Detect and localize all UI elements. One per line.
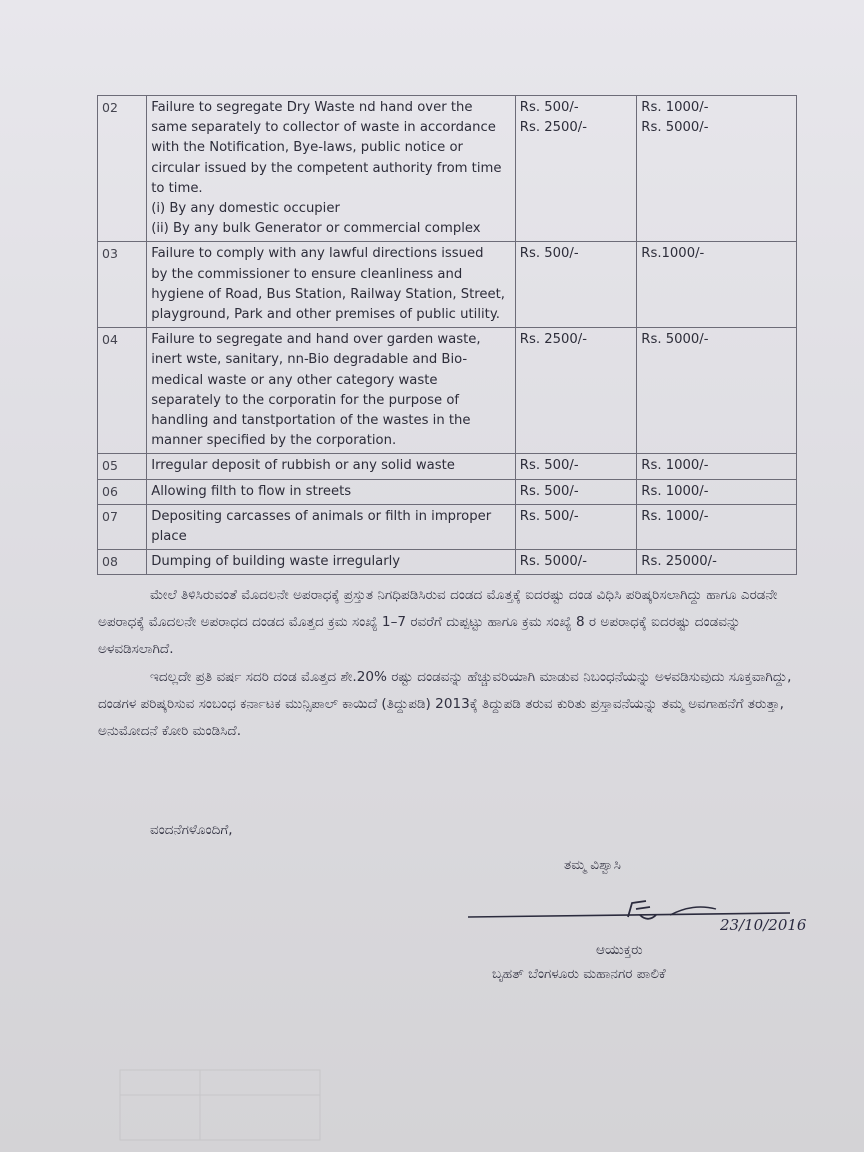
second-offence-fine	[637, 479, 797, 504]
desc-line: Failure to segregate Dry Waste nd hand over the	[151, 100, 473, 115]
fine-value: Rs. 25000/-	[641, 554, 717, 570]
paragraph-annual-increase: ಇದಲ್ಲದೇ ಪ್ರತಿ ವರ್ಷ ಸದರಿ ದಂಡ ಮೊತ್ತದ ಶೇ.20% ರಷ್ಟು ದಂಡವನ್ನು ಹೆಚ್ಚುವರಿಯಾಗಿ ಮಾಡುವ ನಿಬಂಧನೆಯನ್ನು ಅಳವಡಿಸುವುದು ಸೂಕ್ತವಾಗಿದ್ದು, ದಂಡಗಳ ಪರಿಷ್ಕರಿಸುವ ಸಂಬಂಧ ಕರ್ನಾಟಕ ಮುನ್ಸಿಪಾಲ್ ಕಾಯಿದೆ (ತಿದ್ದುಪಡಿ) 2013ಕ್ಕೆ ತಿದ್ದುಪಡಿ ತರುವ ಕುರಿತು ಪ್ರಸ್ತಾವನೆಯನ್ನು ತಮ್ಮ ಅವಗಾಹನೆಗೆ ತರುತ್ತಾ, ಅನುಮೋದನೆ ಕೋರಿ ಮಂಡಿಸಿದೆ.	[98, 668, 792, 740]
table-row	[98, 328, 797, 454]
second-offence-fine	[637, 328, 797, 454]
fine-value: Rs. 500/-	[519, 458, 579, 474]
serial-number: 06	[98, 479, 147, 504]
table-row	[98, 504, 797, 549]
offence-description	[147, 96, 516, 242]
desc-line: handling and tanstportation of the wastes in the	[151, 413, 471, 429]
fines-table	[97, 95, 797, 575]
desc-line: with the Notification, Bye-laws, public notice or	[151, 140, 463, 156]
yours-faithfully: ತಮ್ಮ ವಿಶ್ವಾಸಿ	[564, 857, 621, 873]
desc-line: Irregular deposit of rubbish or any solid waste	[151, 458, 455, 474]
second-offence-fine	[637, 454, 797, 479]
serial-number: 04	[98, 328, 147, 454]
desc-line: playground, Park and other premises of public utility.	[151, 307, 500, 323]
fine-value: Rs. 1000/-	[641, 483, 709, 499]
office-name: ಬೃಹತ್ ಬೆಂಗಳೂರು ಮಹಾನಗರ ಪಾಲಿಕೆ	[492, 966, 666, 982]
second-offence-fine	[637, 96, 797, 242]
offence-description	[147, 454, 516, 479]
desc-line: hygiene of Road, Bus Station, Railway Station, Street,	[151, 286, 505, 302]
first-offence-fine	[515, 328, 637, 454]
offence-description	[147, 504, 516, 549]
second-offence-fine	[637, 550, 797, 575]
fine-value: Rs. 500/-	[519, 100, 579, 115]
fine-value: Rs. 1000/-	[641, 458, 709, 474]
body-text	[0, 582, 864, 745]
first-offence-fine	[515, 242, 637, 328]
fine-value: Rs. 2500/-	[519, 332, 587, 348]
table-row	[98, 242, 797, 328]
table-row	[98, 479, 797, 504]
table-row	[98, 454, 797, 479]
second-offence-fine	[637, 504, 797, 549]
serial-number: 03	[98, 242, 147, 328]
table-row	[98, 96, 797, 242]
first-offence-fine	[515, 504, 637, 549]
paragraph-fine-revision: ಮೇಲೆ ತಿಳಿಸಿರುವಂತೆ ಮೊದಲನೇ ಅಪರಾಧಕ್ಕೆ ಪ್ರಸ್ತುತ ನಿಗಧಿಪಡಿಸಿರುವ ದಂಡದ ಮೊತ್ತಕ್ಕೆ ಐದರಷ್ಟು ದಂಡ ವಿಧಿಸಿ ಪರಿಷ್ಕರಿಸಲಾಗಿದ್ದು ಹಾಗೂ ಎರಡನೇ ಅಪರಾಧಕ್ಕೆ ಮೊದಲನೇ ಅಪರಾಧದ ದಂಡದ ಮೊತ್ತದ ಕ್ರಮ ಸಂಖ್ಯೆ 1–7 ರವರೆಗೆ ದುಪ್ಪಟ್ಟು ಹಾಗೂ ಕ್ರಮ ಸಂಖ್ಯೆ 8 ರ ಅಪರಾಧಕ್ಕೆ ಐದರಷ್ಟು ದಂಡವನ್ನು ಅಳವಡಿಸಲಾಗಿದೆ.	[98, 587, 778, 658]
desc-line: (ii) By any bulk Generator or commercial complex	[151, 221, 481, 237]
fine-value: Rs.1000/-	[641, 246, 705, 262]
fine-value: Rs. 5000/-	[519, 554, 587, 570]
fine-value: Rs. 500/-	[519, 246, 579, 262]
fine-value: Rs. 5000/-	[641, 332, 709, 348]
first-offence-fine	[515, 550, 637, 575]
offence-description	[147, 550, 516, 575]
fine-value: Rs. 2500/-	[519, 120, 587, 136]
offence-description	[147, 242, 516, 328]
desc-line: same separately to collector of waste in accordance	[151, 120, 496, 136]
serial-number: 05	[98, 454, 147, 479]
desc-line: Depositing carcasses of animals or filth in improper	[151, 508, 492, 524]
table-row	[98, 550, 797, 575]
designation: ಆಯುಕ್ತರು	[596, 942, 643, 958]
desc-line: place	[151, 529, 187, 545]
desc-line: inert wste, sanitary, nn-Bio degradable and Bio-	[151, 352, 468, 368]
fine-value: Rs. 1000/-	[641, 100, 709, 115]
offence-description	[147, 328, 516, 454]
desc-line: separately to the corporatin for the purpose of	[151, 392, 460, 408]
fine-value: Rs. 500/-	[519, 483, 579, 499]
first-offence-fine	[515, 479, 637, 504]
serial-number: 08	[98, 550, 147, 575]
offence-description	[147, 479, 516, 504]
desc-line: medical waste or any other category waste	[151, 372, 438, 388]
desc-line: Failure to comply with any lawful directions issued	[151, 246, 484, 262]
second-offence-fine	[637, 242, 797, 328]
desc-line: manner specified by the corporation.	[151, 433, 397, 449]
desc-line: (i) By any domestic occupier	[151, 201, 340, 217]
desc-line: Dumping of building waste irregularly	[151, 554, 401, 570]
closing-salutation: ವಂದನೆಗಳೊಂದಿಗೆ,	[150, 822, 233, 838]
desc-line: Allowing filth to flow in streets	[151, 483, 352, 499]
serial-number: 07	[98, 504, 147, 549]
desc-line: by the commissioner to ensure cleanliness and	[151, 266, 463, 282]
desc-line: circular issued by the competent authority from time	[151, 160, 502, 176]
fine-value: Rs. 500/-	[519, 508, 579, 524]
first-offence-fine	[515, 96, 637, 242]
desc-line: Failure to segregate and hand over garden waste,	[151, 332, 481, 348]
fine-value: Rs. 5000/-	[641, 120, 709, 136]
serial-number: 02	[98, 96, 147, 242]
desc-line: to time.	[151, 180, 203, 196]
signature-date: 23/10/2016	[720, 916, 807, 934]
fine-value: Rs. 1000/-	[641, 508, 709, 524]
first-offence-fine	[515, 454, 637, 479]
